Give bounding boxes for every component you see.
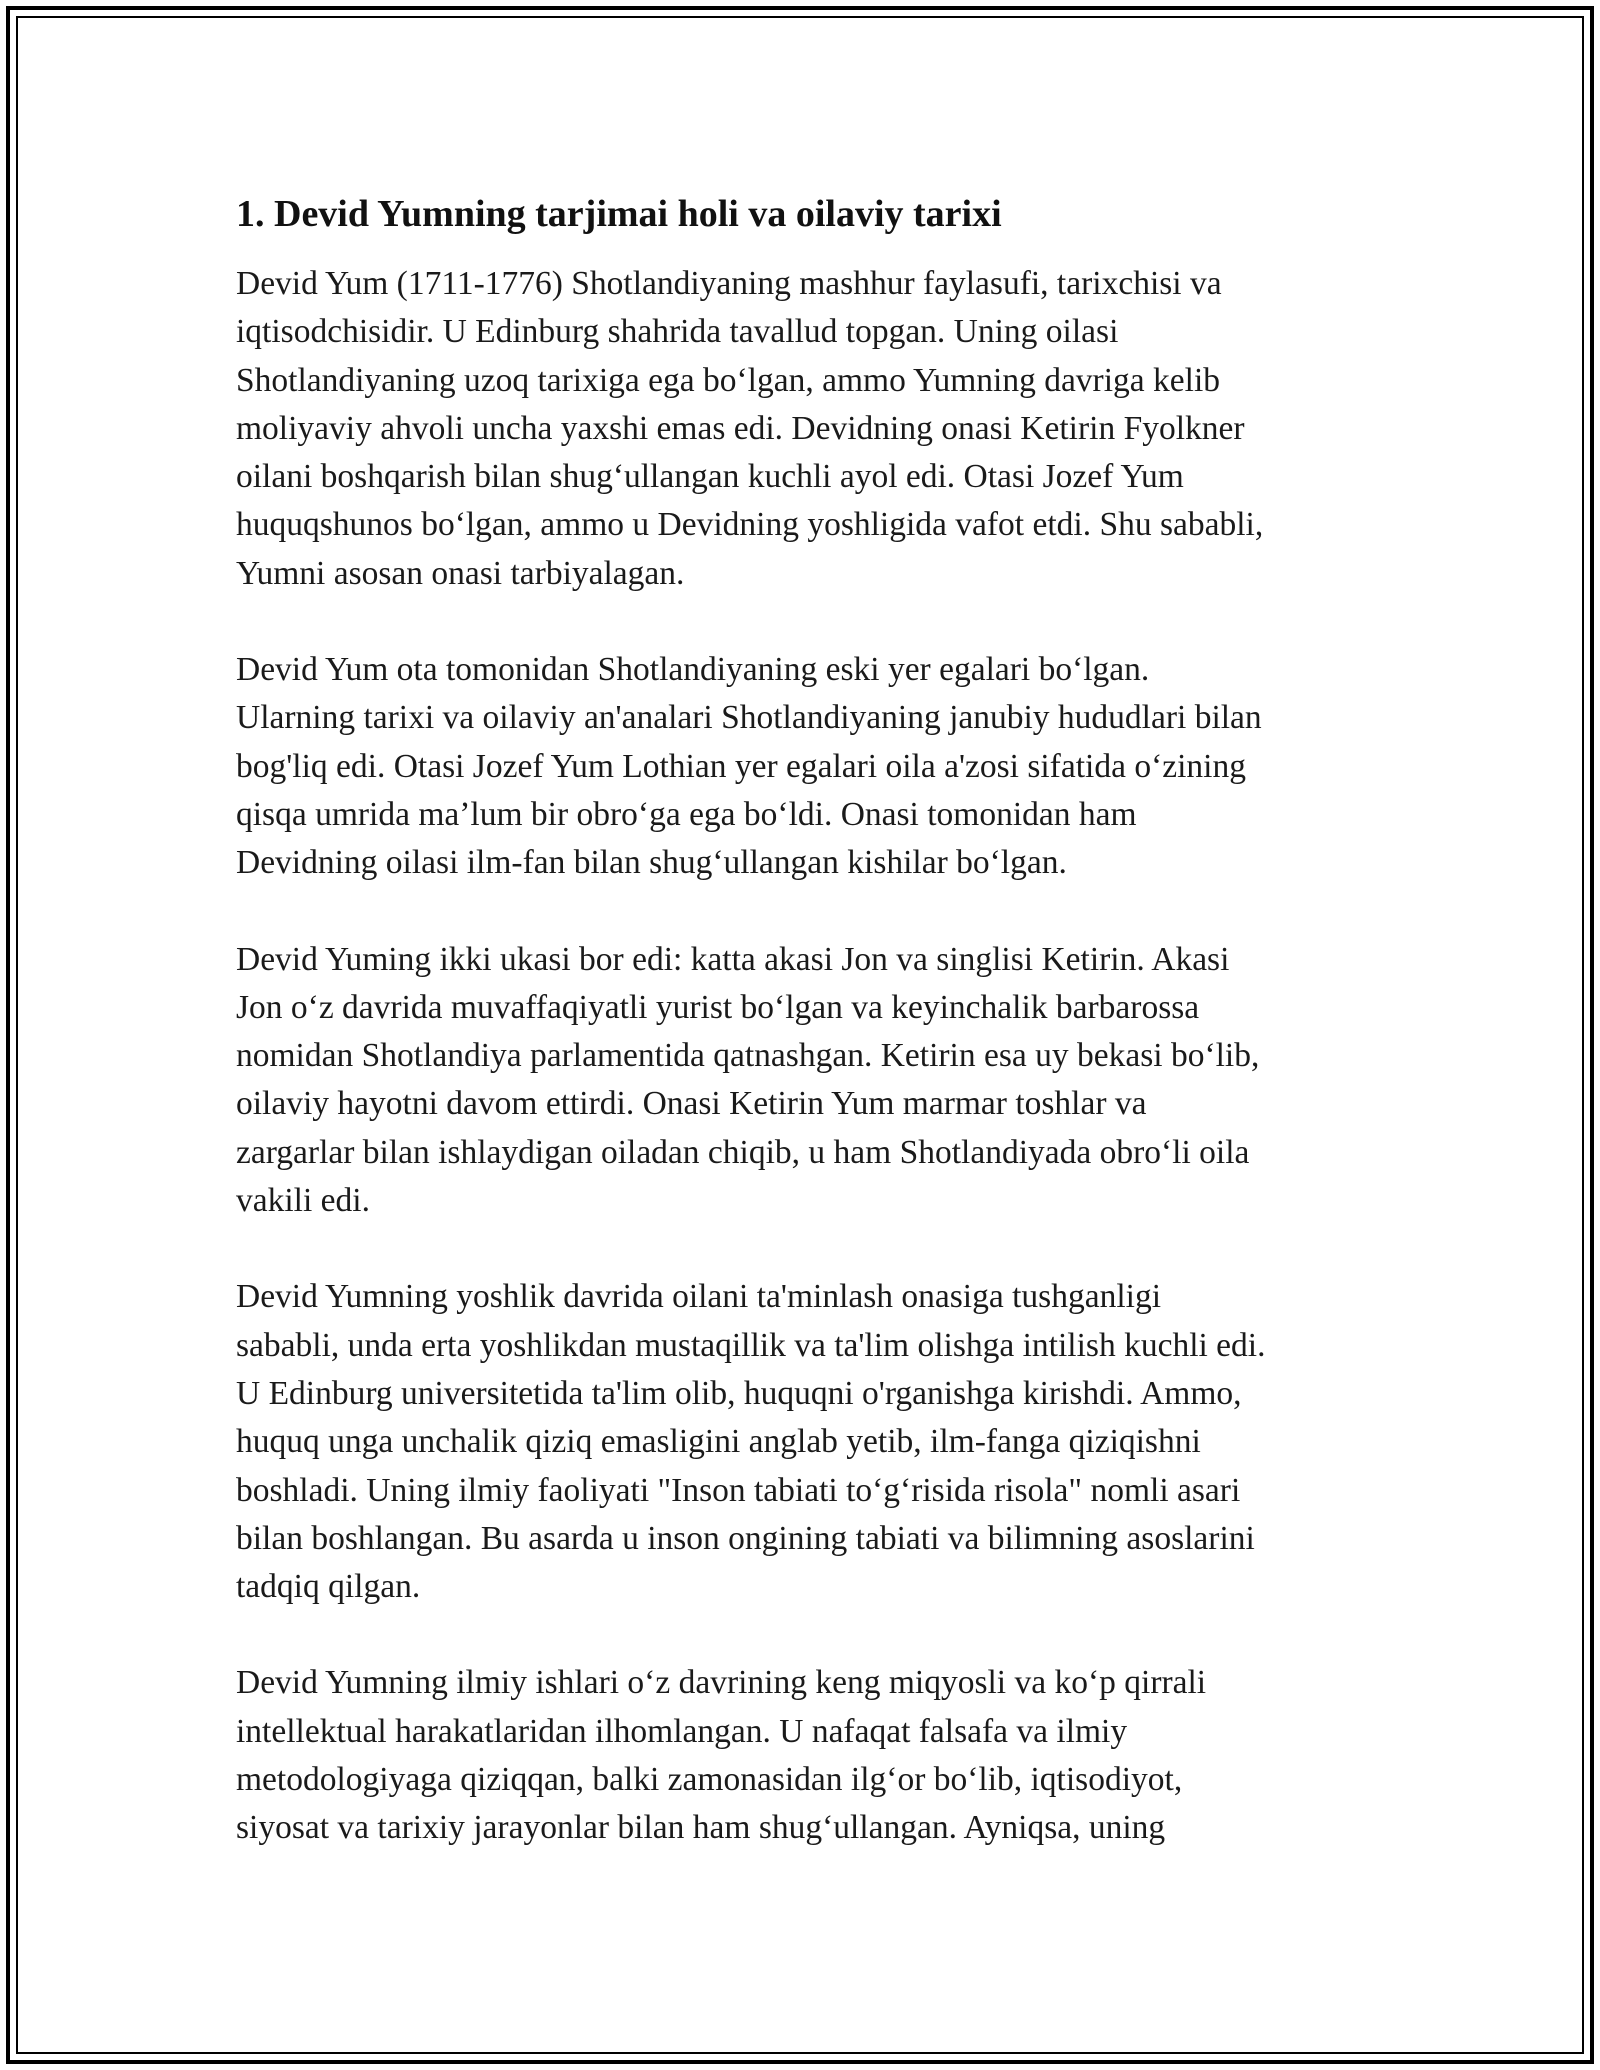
text-line: huquq unga unchalik qiziq emasligini anglab yetib, ilm-fanga qiziqishni bbox=[236, 1423, 1201, 1461]
text-line: oilani boshqarish bilan shugʻullangan kuchli ayol edi. Otasi Jozef Yum bbox=[236, 458, 1184, 496]
text-line: Devid Yum ota tomonidan Shotlandiyaning eski yer egalari boʻlgan. bbox=[236, 651, 1150, 689]
text-line: intellektual harakatlaridan ilhomlangan. U nafaqat falsafa va ilmiy bbox=[236, 1712, 1128, 1750]
section-heading: 1. Devid Yumning tarjimai holi va oilaviy tarixi bbox=[236, 193, 1002, 235]
text-line: metodologiyaga qiziqqan, balki zamonasidan ilgʻor boʻlib, iqtisodiyot, bbox=[236, 1761, 1183, 1799]
paragraph bbox=[236, 936, 1376, 1226]
paragraph bbox=[236, 1273, 1376, 1611]
text-line: Devid Yuming ikki ukasi bor edi: katta akasi Jon va singlisi Ketirin. Akasi bbox=[236, 940, 1230, 978]
text-line: tadqiq qilgan. bbox=[236, 1568, 421, 1606]
text-line: moliyaviy ahvoli uncha yaxshi emas edi. Devidning onasi Ketirin Fyolkner bbox=[236, 409, 1245, 447]
paragraph bbox=[236, 260, 1376, 598]
text-line: boshladi. Uning ilmiy faoliyati "Inson tabiati toʻgʻrisida risola" nomli asari bbox=[236, 1471, 1241, 1509]
text-line: oilaviy hayotni davom ettirdi. Onasi Ketirin Yum marmar toshlar va bbox=[236, 1085, 1147, 1123]
text-line: Shotlandiyaning uzoq tarixiga ega boʻlgan, ammo Yumning davriga kelib bbox=[236, 361, 1220, 399]
text-line: Devidning oilasi ilm-fan bilan shugʻullangan kishilar boʻlgan. bbox=[236, 844, 1067, 882]
text-line: bilan boshlangan. Bu asarda u inson ongining tabiati va bilimning asoslarini bbox=[236, 1519, 1255, 1557]
text-line: qisqa umrida maʼlum bir obroʻga ega boʻldi. Onasi tomonidan ham bbox=[236, 795, 1137, 833]
text-line: Jon oʻz davrida muvaffaqiyatli yurist boʻlgan va keyinchalik barbarossa bbox=[236, 988, 1200, 1026]
document-body bbox=[236, 188, 1376, 1901]
text-line: siyosat va tarixiy jarayonlar bilan ham shugʻullangan. Ayniqsa, uning bbox=[236, 1809, 1166, 1847]
text-line: huquqshunos boʻlgan, ammo u Devidning yoshligida vafot etdi. Shu sababli, bbox=[236, 506, 1264, 544]
text-line: Devid Yumning ilmiy ishlari oʻz davrining keng miqyosli va koʻp qirrali bbox=[236, 1664, 1207, 1702]
text-line: Devid Yumning yoshlik davrida oilani ta'minlash onasiga tushganligi bbox=[236, 1278, 1161, 1316]
paragraph bbox=[236, 1659, 1376, 1852]
text-line: zargarlar bilan ishlaydigan oiladan chiqib, u ham Shotlandiyada obroʻli oila bbox=[236, 1133, 1250, 1171]
paragraphs bbox=[236, 260, 1376, 1853]
text-line: vakili edi. bbox=[236, 1182, 370, 1220]
paragraph bbox=[236, 646, 1376, 887]
text-line: bog'liq edi. Otasi Jozef Yum Lothian yer egalari oila a'zosi sifatida oʻzining bbox=[236, 747, 1246, 785]
text-line: sababli, unda erta yoshlikdan mustaqillik va ta'lim olishga intilish kuchli edi. bbox=[236, 1326, 1266, 1364]
text-line: Devid Yum (1711-1776) Shotlandiyaning mashhur faylasufi, tarixchisi va bbox=[236, 265, 1222, 302]
text-line: Yumni asosan onasi tarbiyalagan. bbox=[236, 554, 685, 592]
text-line: nomidan Shotlandiya parlamentida qatnashgan. Ketirin esa uy bekasi boʻlib, bbox=[236, 1037, 1260, 1075]
text-line: Ularning tarixi va oilaviy an'analari Shotlandiyaning janubiy hududlari bilan bbox=[236, 699, 1262, 737]
text-line: U Edinburg universitetida ta'lim olib, huquqni o'rganishga kirishdi. Ammo, bbox=[236, 1374, 1242, 1412]
text-line: iqtisodchisidir. U Edinburg shahrida tavallud topgan. Uning oilasi bbox=[236, 313, 1119, 351]
